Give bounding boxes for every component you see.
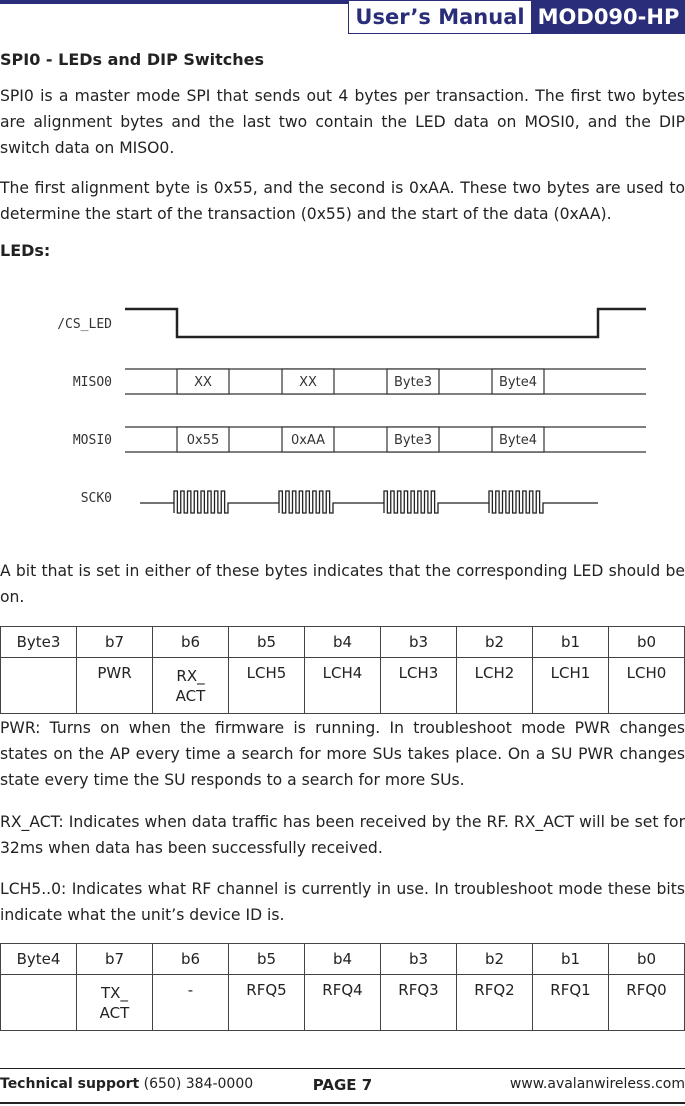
table-cell: b5 (229, 627, 305, 658)
table-cell: b7 (77, 944, 153, 975)
table-cell: RFQ1 (533, 975, 609, 1031)
mosi-byte-3: Byte3 (394, 433, 432, 448)
table-cell: b1 (533, 627, 609, 658)
table-cell: RFQ4 (305, 975, 381, 1031)
table-cell: b6 (153, 944, 229, 975)
intro-paragraph: SPI0 is a master mode SPI that sends out 4 bytes per transaction. The first two bytes are alignment bytes and the last two contain the LED data on MOSI0, and the DIP switch data on MISO0. (0, 87, 685, 157)
cs-waveform (125, 309, 646, 337)
sck-clock-path (140, 491, 598, 513)
led-set-paragraph: A bit that is set in either of these bytes indicates that the corresponding LED should be on. (0, 562, 685, 606)
website-link[interactable]: www.avalanwireless.com (509, 1076, 685, 1092)
table-row (1, 944, 685, 975)
table-cell: RFQ5 (229, 975, 305, 1031)
table-cell: PWR (77, 658, 153, 714)
support-label: Technical support (0, 1076, 140, 1092)
table-cell: TX_ ACT (77, 975, 153, 1031)
footer (0, 1076, 685, 1098)
table-cell: b6 (153, 627, 229, 658)
mosi-bus (125, 427, 646, 452)
model-title: MOD090-HP (532, 0, 685, 34)
mosi-byte-2: 0xAA (290, 433, 326, 448)
miso-byte-2: XX (299, 375, 317, 390)
manual-title: User’s Manual (348, 0, 532, 34)
table-cell: b5 (229, 944, 305, 975)
signal-label-miso: MISO0 (72, 375, 112, 390)
mosi-byte-4: Byte4 (499, 433, 537, 448)
page-number: PAGE 7 (312, 1076, 373, 1094)
table-cell: LCH4 (305, 658, 381, 714)
pwr-paragraph: PWR: Turns on when the firmware is running. In troubleshoot mode PWR changes states on the AP every time a search for more SUs takes place. On a SU PWR changes state every time the SU responds to a search for more SUs. (0, 719, 685, 789)
table-cell: LCH5 (229, 658, 305, 714)
timing-diagram (0, 295, 685, 525)
miso-byte-3: Byte3 (394, 375, 432, 390)
table-cell: RFQ2 (457, 975, 533, 1031)
alignment-paragraph: The first alignment byte is 0x55, and the second is 0xAA. These two bytes are used to determine the start of the transaction (0x55) and the start of the data (0xAA). (0, 179, 685, 223)
table-cell: RX_ ACT (153, 658, 229, 714)
byte3-table (0, 626, 685, 714)
table-cell: b0 (609, 627, 685, 658)
table-cell: Byte4 (1, 944, 77, 975)
table-cell: - (153, 975, 229, 1031)
signal-label-sck: SCK0 (80, 491, 112, 506)
table-cell: b2 (457, 944, 533, 975)
table-cell: LCH0 (609, 658, 685, 714)
table-cell: LCH2 (457, 658, 533, 714)
table-cell: b1 (533, 944, 609, 975)
footer-rule-top (0, 1068, 685, 1069)
signal-label-cs: /CS_LED (57, 317, 112, 332)
table-cell: b7 (77, 627, 153, 658)
miso-byte-4: Byte4 (499, 375, 537, 390)
byte4-table (0, 943, 685, 1031)
section-title: SPI0 - LEDs and DIP Switches (0, 50, 265, 69)
table-row (1, 658, 685, 714)
support-phone: (650) 384-0000 (139, 1076, 254, 1092)
signal-label-mosi: MOSI0 (72, 433, 112, 448)
table-cell: RFQ0 (609, 975, 685, 1031)
table-cell: RFQ3 (381, 975, 457, 1031)
table-cell (1, 658, 77, 714)
table-cell: b2 (457, 627, 533, 658)
header-rule (0, 0, 348, 4)
table-row (1, 627, 685, 658)
table-cell: Byte3 (1, 627, 77, 658)
lch-paragraph: LCH5..0: Indicates what RF channel is currently in use. In troubleshoot mode these bits indicate what the unit’s device ID is. (0, 880, 685, 924)
page-content (0, 50, 685, 260)
table-cell: b3 (381, 627, 457, 658)
table-cell: LCH3 (381, 658, 457, 714)
miso-bus (125, 369, 646, 394)
table-cell: b4 (305, 627, 381, 658)
sck-waveform (140, 491, 598, 513)
table-cell: LCH1 (533, 658, 609, 714)
timing-svg (0, 295, 685, 525)
table-cell: b3 (381, 944, 457, 975)
leds-label: LEDs: (0, 241, 51, 260)
footer-rule-bottom (0, 1102, 685, 1104)
table-row (1, 975, 685, 1031)
table-cell: b4 (305, 944, 381, 975)
mosi-byte-1: 0x55 (186, 433, 220, 448)
rx-act-paragraph: RX_ACT: Indicates when data traffic has been received by the RF. RX_ACT will be set for 32ms when data has been successfully received. (0, 813, 685, 857)
miso-byte-1: XX (194, 375, 212, 390)
table-cell (1, 975, 77, 1031)
table-cell: b0 (609, 944, 685, 975)
